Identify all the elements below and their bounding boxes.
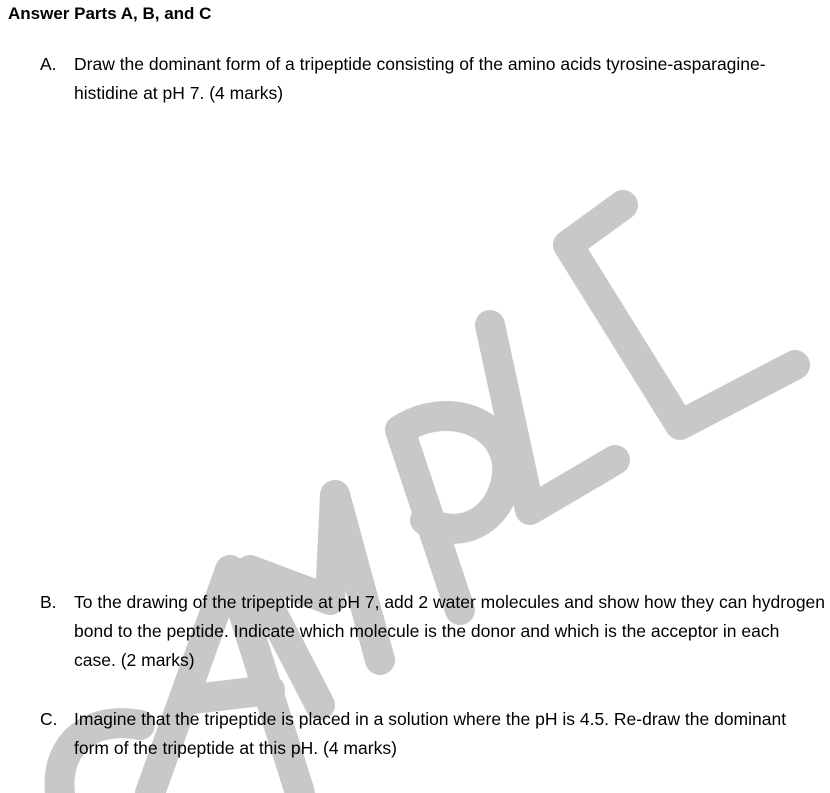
question-a-letter: A. <box>40 54 57 74</box>
question-b <box>40 588 825 675</box>
question-b-text: To the drawing of the tripeptide at pH 7, add 2 water molecules and show how they can hydrogen bond to the peptide. Indicate which molecule is the donor and which is the acceptor in each case. (2 marks) <box>74 592 826 670</box>
question-a <box>40 50 825 108</box>
question-c-text: Imagine that the tripeptide is placed in a solution where the pH is 4.5. Re-draw the dominant form of the tripeptide at this pH. (4 marks) <box>74 709 787 758</box>
watermark-letter-p <box>400 416 507 610</box>
page-heading: Answer Parts A, B, and C <box>8 4 212 23</box>
question-b-letter: B. <box>40 592 57 612</box>
question-a-text: Draw the dominant form of a tripeptide consisting of the amino acids tyrosine-asparagine-histidine at pH 7. (4 marks) <box>74 54 766 103</box>
question-c <box>40 705 825 763</box>
question-c-letter: C. <box>40 709 58 729</box>
watermark-letter-l <box>568 205 795 425</box>
watermark-letter-e <box>490 325 615 510</box>
